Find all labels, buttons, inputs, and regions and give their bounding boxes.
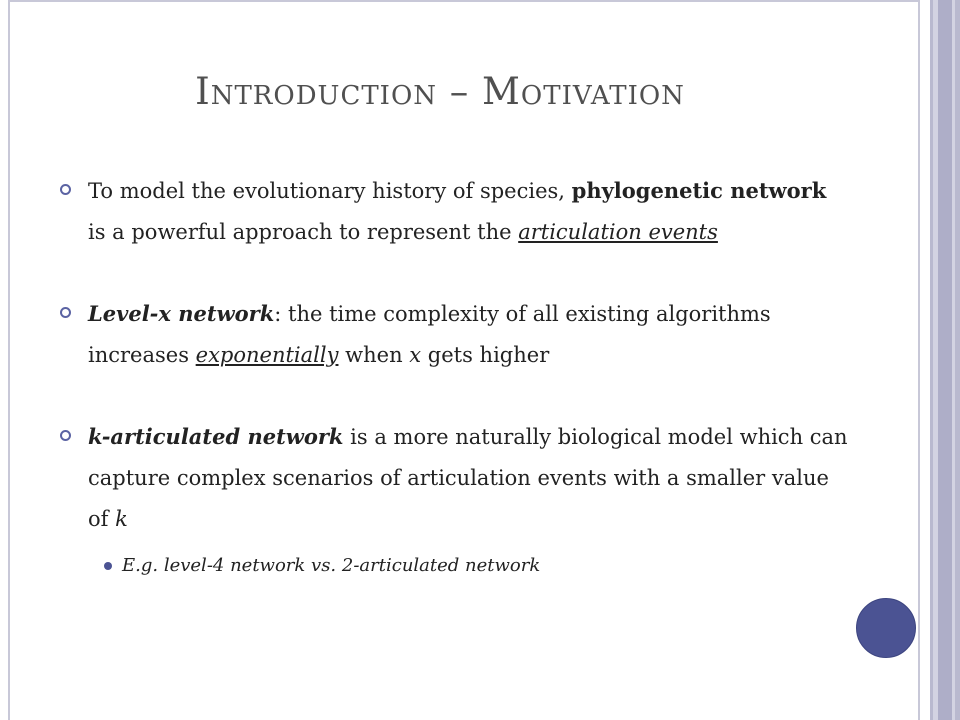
bullet-emphasis: phylogenetic network — [571, 178, 827, 203]
bullet-variable: x — [409, 343, 422, 367]
decor-stripe — [938, 0, 952, 720]
bullet-text: is a powerful approach to represent the — [88, 220, 519, 244]
bullet-item — [60, 416, 850, 540]
bullet-emphasis: Level-x network — [88, 301, 275, 326]
bullet-variable: k — [115, 507, 128, 531]
decor-circle — [856, 598, 916, 658]
ring-bullet-icon — [60, 307, 71, 318]
bullet-text: when — [338, 343, 410, 367]
bullet-underlined: articulation events — [518, 220, 718, 244]
decor-stripe — [955, 0, 960, 720]
slide-title: Introduction – Motivation — [195, 70, 685, 113]
sub-bullet-item — [60, 546, 850, 586]
ring-bullet-icon — [60, 184, 71, 195]
sub-bullet-text: E.g. level-4 network vs. 2-articulated network — [122, 555, 541, 576]
bullet-text: : the time complexity of all existing algorithms increases — [88, 302, 771, 367]
frame-top-line — [8, 0, 920, 2]
bullet-item — [60, 293, 850, 376]
slide-content — [60, 170, 850, 586]
ring-bullet-icon — [60, 430, 71, 441]
bullet-underlined: exponentially — [195, 343, 339, 367]
bullet-text: To model the evolutionary history of species, — [88, 179, 572, 203]
bullet-emphasis: k-articulated network — [88, 424, 344, 449]
decor-stripe — [920, 0, 930, 720]
bullet-text: is a more naturally biological model which can capture complex scenarios of articulation events with a smaller value of — [88, 425, 848, 531]
dot-bullet-icon — [104, 562, 112, 570]
bullet-item — [60, 170, 850, 253]
bullet-text: gets higher — [421, 343, 550, 367]
